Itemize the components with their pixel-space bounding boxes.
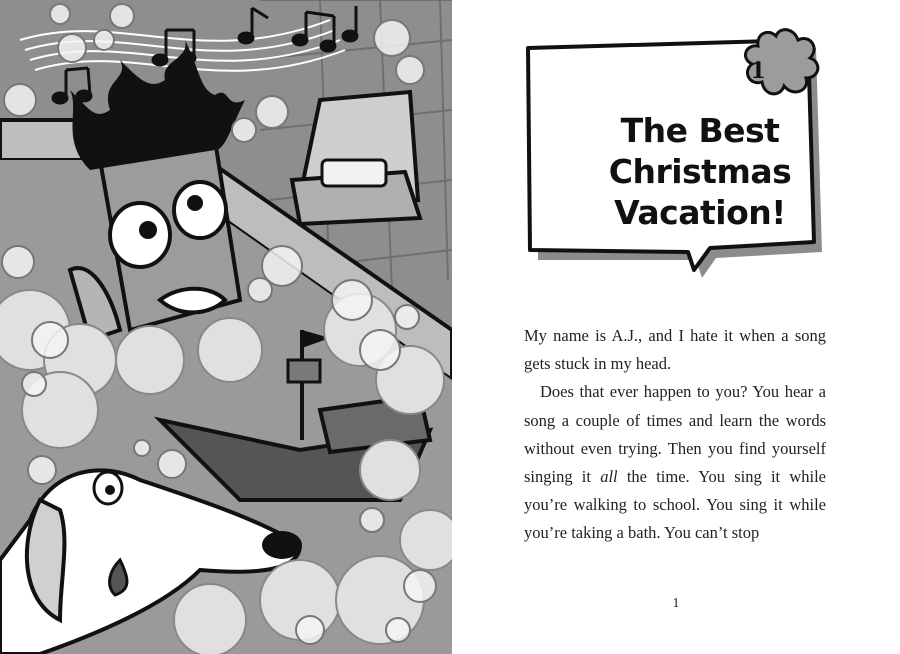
soap-dish — [292, 92, 420, 224]
boy-mouth — [160, 289, 225, 313]
boy-left-eye — [110, 203, 170, 267]
chapter-title: The Best Christmas Vacation! — [608, 111, 792, 232]
chapter-body-text — [524, 322, 826, 548]
page-number: 1 — [672, 596, 680, 611]
paragraph-2 — [524, 378, 826, 547]
emphasized-word: all — [600, 467, 618, 487]
paragraph-2-end: the time. You sing it while you’re walking to school. You sing it while you’re taking a bath. You can’t stop — [524, 467, 827, 543]
boy-right-eye — [174, 182, 226, 238]
chapter-number: 1 — [750, 58, 766, 84]
paragraph-1: My name is A.J., and I hate it when a song gets stuck in my head. — [524, 326, 826, 374]
paragraph-2-start: Does that ever happen to you? You hear a song a couple of times and learn the words without even trying. Then you find yourself singing it — [524, 382, 826, 487]
dog-nose — [262, 531, 302, 559]
